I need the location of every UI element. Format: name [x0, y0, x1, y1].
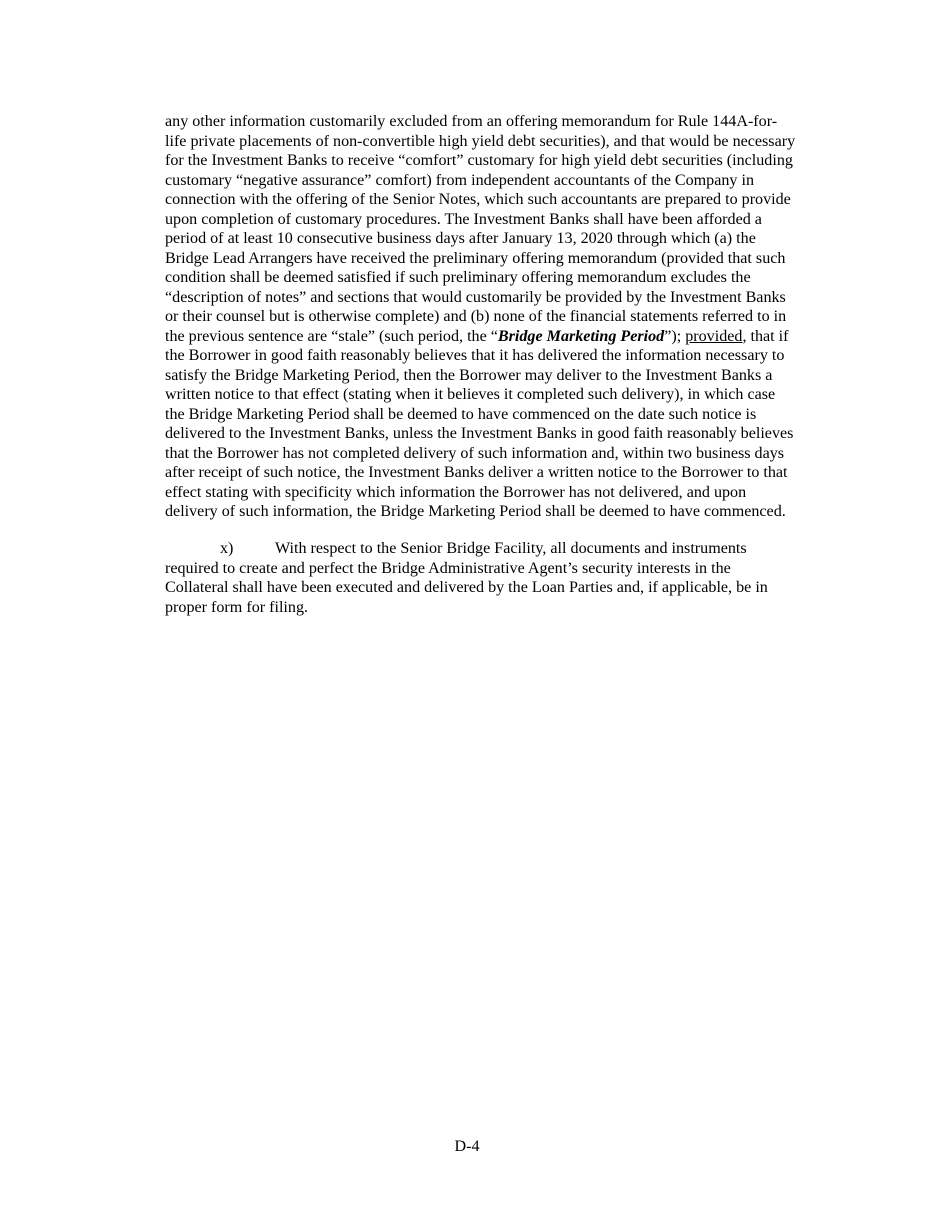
text-line: condition shall be deemed satisfied if such preliminary offering memorandum excludes the — [165, 269, 751, 286]
text-segment: , that if — [742, 327, 789, 345]
text-line: the Bridge Marketing Period shall be deemed to have commenced on the date such notice is — [165, 405, 757, 423]
text-line: or their counsel but is otherwise complete) and (b) none of the financial statements referred to in — [165, 308, 787, 325]
underlined-term-provided: provided — [685, 327, 743, 345]
text-line: for the Investment Banks to receive “comfort” customary for high yield debt securities (including — [165, 152, 793, 169]
text-line: life private placements of non-convertible high yield debt securities), and that would be necessary — [165, 132, 796, 150]
text-line: With respect to the Senior Bridge Facility, all documents and instruments — [275, 540, 747, 557]
defined-term-bridge-marketing-period: Bridge Marketing Period — [497, 327, 665, 345]
text-line: required to create and perfect the Bridge Administrative Agent’s security interests in the — [165, 559, 731, 577]
text-line: the Borrower in good faith reasonably believes that it has delivered the information necessary to — [165, 347, 785, 364]
text-line: delivered to the Investment Banks, unless the Investment Banks in good faith reasonably believes — [165, 425, 794, 442]
text-segment: the previous sentence are “stale” (such period, the “ — [165, 327, 498, 345]
text-line: effect stating with specificity which information the Borrower has not delivered, and upon — [165, 483, 747, 501]
text-line: proper form for filing. — [165, 598, 309, 616]
page-number: D-4 — [454, 1138, 480, 1155]
text-line: that the Borrower has not completed delivery of such information and, within two business days — [165, 444, 785, 462]
text-line-defined-term — [165, 327, 788, 346]
text-line: Collateral shall have been executed and delivered by the Loan Parties and, if applicable, be in — [165, 579, 768, 596]
text-line: upon completion of customary procedures. The Investment Banks shall have been afforded a — [165, 210, 762, 228]
text-line: Bridge Lead Arrangers have received the preliminary offering memorandum (provided that such — [165, 249, 786, 267]
text-line: customary “negative assurance” comfort) from independent accountants of the Company in — [165, 171, 755, 189]
text-segment: ”); — [664, 327, 686, 345]
text-line: “description of notes” and sections that would customarily be provided by the Investment Banks — [165, 288, 786, 306]
text-line: written notice to that effect (stating when it believes it completed such delivery), in which case — [165, 386, 776, 403]
text-line: delivery of such information, the Bridge Marketing Period shall be deemed to have commenced. — [165, 503, 786, 520]
text-line: period of at least 10 consecutive business days after January 13, 2020 through which (a) the — [165, 230, 756, 247]
paragraph-marker: x) — [220, 540, 234, 557]
text-line: after receipt of such notice, the Investment Banks deliver a written notice to the Borrower to that — [165, 464, 788, 481]
text-line: connection with the offering of the Senior Notes, which such accountants are prepared to provide — [165, 191, 791, 208]
text-line: any other information customarily excluded from an offering memorandum for Rule 144A-for- — [165, 113, 778, 130]
text-line: satisfy the Bridge Marketing Period, then the Borrower may deliver to the Investment Banks a — [165, 366, 773, 384]
